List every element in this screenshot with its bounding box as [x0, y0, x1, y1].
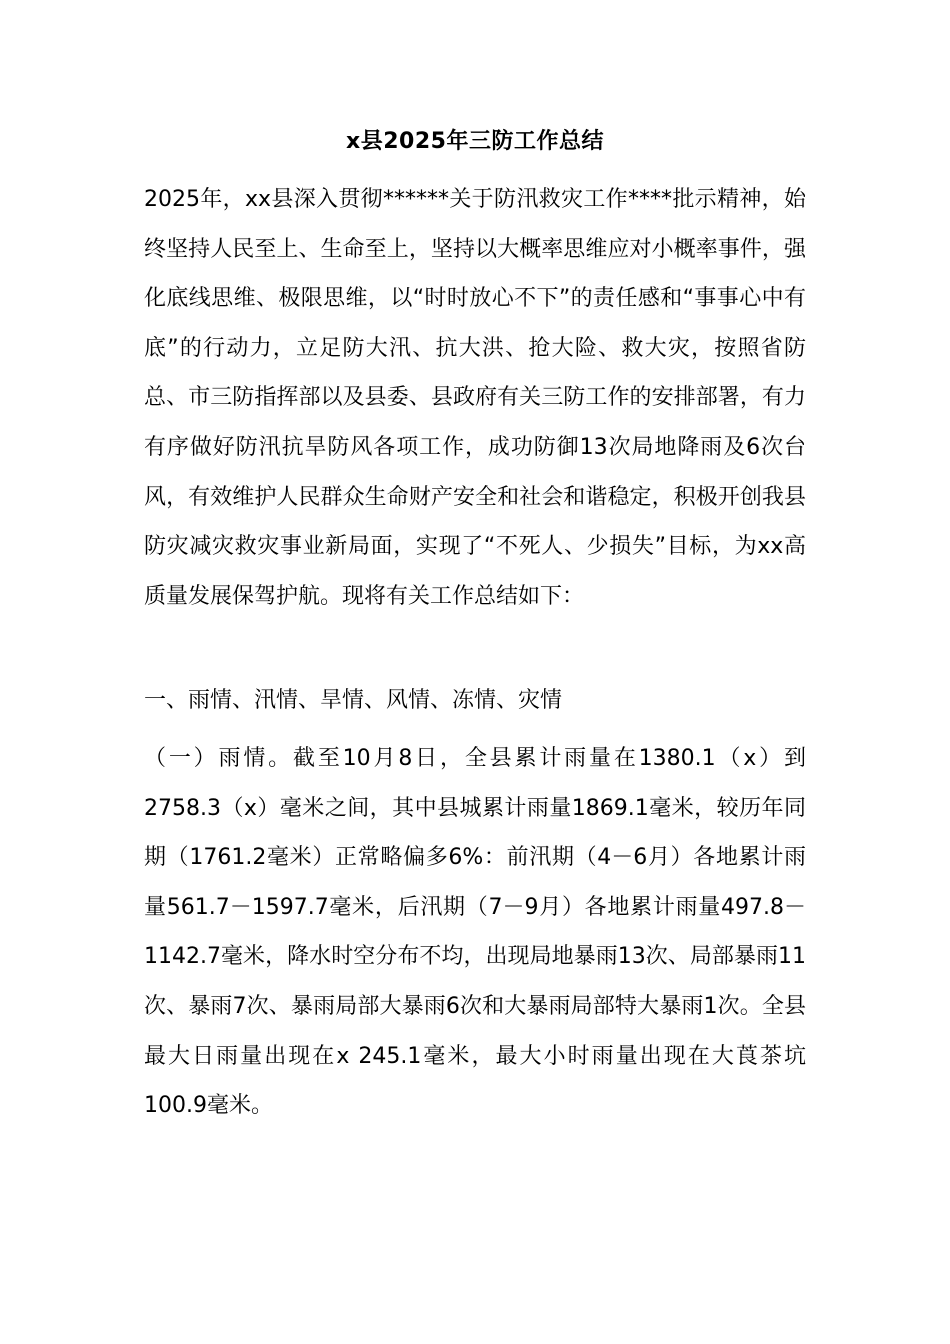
section-heading-1: 一、雨情、汛情、旱情、风情、冻情、灾情 — [144, 688, 563, 713]
rainfall-paragraph: （一）雨情。截至10月8日，全县累计雨量在1380.1（x）到2758.3（x）毫米之间，其中县城累计雨量1869.1毫米，较历年同期（1761.2毫米）正常略偏多6%：前汛期（4－6月）各地累计雨量561.7－1597.7毫米，后汛期（7－9月）各地累计雨量497.8－1142.7毫米，降水时空分布不均，出现局地暴雨13次、局部暴雨11次、暴雨7次、暴雨局部大暴雨6次和大暴雨局部特大暴雨1次。全县最大日雨量出现在x 245.1毫米，最大小时雨量出现在大莨茶坑100.9毫米。 — [144, 746, 806, 1119]
document-title: x县2025年三防工作总结 — [346, 129, 604, 154]
intro-paragraph: 2025年，xx县深入贯彻******关于防汛救灾工作****批示精神，始终坚持人民至上、生命至上，坚持以大概率思维应对小概率事件，强化底线思维、极限思维，以“时时放心不下”的责任感和“事事心中有底”的行动力，立足防大汛、抗大洪、抢大险、救大灾，按照省防总、市三防指挥部以及县委、县政府有关三防工作的安排部署，有力有序做好防汛抗旱防风各项工作，成功防御13次局地降雨及6次台风，有效维护人民群众生命财产安全和社会和谐稳定，积极开创我县防灾减灾救灾事业新局面，实现了“不死人、少损失”目标，为xx高质量发展保驾护航。现将有关工作总结如下： — [144, 187, 806, 609]
